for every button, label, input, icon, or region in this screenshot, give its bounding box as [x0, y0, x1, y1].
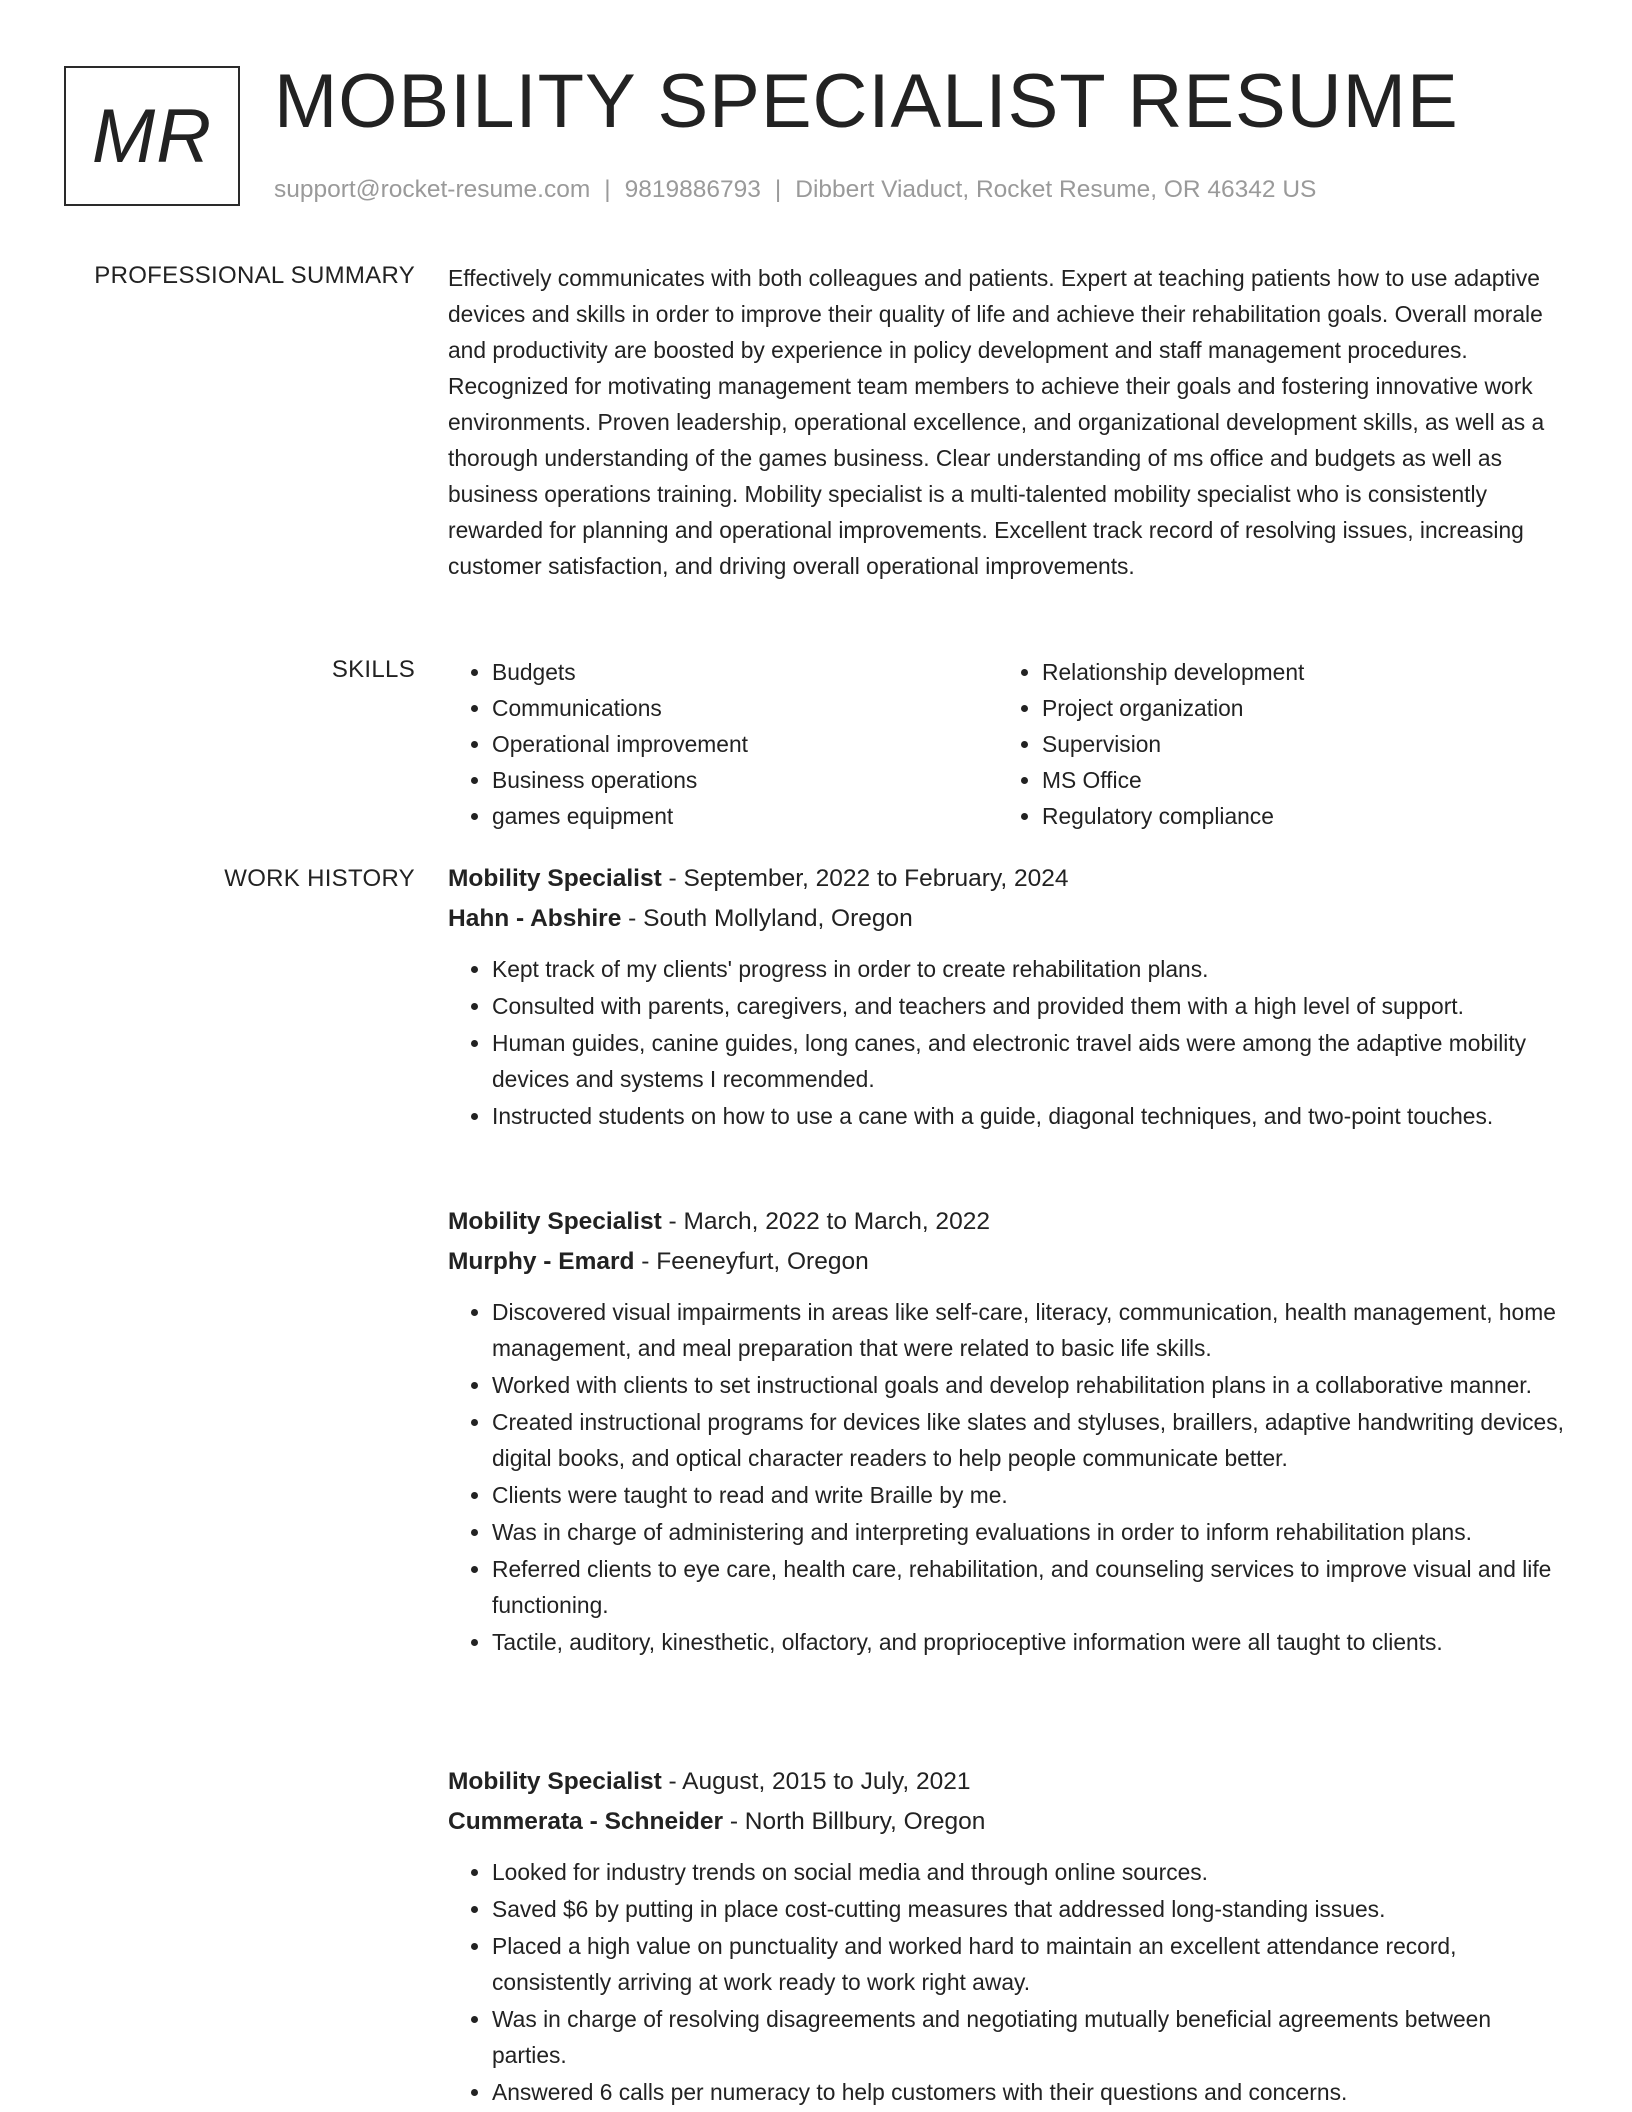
contact-phone[interactable]: 9819886793 [624, 176, 761, 203]
skill-item: • Operational improvement [492, 726, 998, 762]
skill-item: • Project organization [1042, 690, 1548, 726]
contact-email[interactable]: support@rocket-resume.com [274, 176, 591, 203]
job-bullet: • Created instructional programs for devices like slates and styluses, braillers, adaptive handwriting devices, digital books, and optical character readers to help people communicate better. [492, 1404, 1572, 1476]
job-company: Hahn - Abshire [448, 905, 622, 932]
skills-column-right [998, 654, 1548, 834]
skill-item: • Business operations [492, 762, 998, 798]
job-title: Mobility Specialist [448, 865, 662, 892]
job-title-line [448, 1202, 1572, 1242]
job-location: - North Billbury, Oregon [723, 1808, 986, 1835]
job-entry [448, 859, 1572, 1135]
job-company: Murphy - Emard [448, 1248, 635, 1275]
monogram-initials: MR [91, 93, 213, 179]
job-bullet: • Answered 6 calls per numeracy to help customers with their questions and concerns. [492, 2074, 1572, 2110]
job-bullets [448, 1854, 1572, 2110]
job-company-line [448, 899, 1572, 939]
job-bullet: • Human guides, canine guides, long canes, and electronic travel aids were among the adaptive mobility devices and systems I recommended. [492, 1025, 1572, 1097]
work-history-section-label: WORK HISTORY [224, 865, 415, 892]
job-bullet: • Worked with clients to set instructional goals and develop rehabilitation plans in a collaborative manner. [492, 1367, 1572, 1403]
job-bullet: • Tactile, auditory, kinesthetic, olfactory, and proprioceptive information were all taught to clients. [492, 1624, 1572, 1660]
job-bullets [448, 951, 1572, 1134]
skill-item: • Regulatory compliance [1042, 798, 1548, 834]
skills-section-label: SKILLS [331, 656, 415, 683]
contact-separator: | [774, 176, 782, 203]
job-entry [448, 1762, 1572, 2111]
job-title: Mobility Specialist [448, 1768, 662, 1795]
contact-line [274, 174, 1316, 206]
job-bullet: • Placed a high value on punctuality and worked hard to maintain an excellent attendance record, consistently arriving at work ready to work right away. [492, 1928, 1572, 2000]
job-bullet: • Referred clients to eye care, health care, rehabilitation, and counseling services to improve visual and life functioning. [492, 1551, 1572, 1623]
job-bullet: • Was in charge of administering and interpreting evaluations in order to inform rehabilitation plans. [492, 1514, 1572, 1550]
job-bullet: • Looked for industry trends on social media and through online sources. [492, 1854, 1572, 1890]
skill-item: • Relationship development [1042, 654, 1548, 690]
summary-section-label: PROFESSIONAL SUMMARY [94, 262, 415, 289]
job-bullet: • Saved $6 by putting in place cost-cutting measures that addressed long-standing issues. [492, 1891, 1572, 1927]
skill-item: • Budgets [492, 654, 998, 690]
job-title-line [448, 859, 1572, 899]
job-company-line [448, 1242, 1572, 1282]
skill-item: • Supervision [1042, 726, 1548, 762]
job-bullet: • Kept track of my clients' progress in order to create rehabilitation plans. [492, 951, 1572, 987]
job-bullet: • Discovered visual impairments in areas like self-care, literacy, communication, health management, home management, and meal preparation that were related to basic life skills. [492, 1294, 1572, 1366]
skill-item: • Communications [492, 690, 998, 726]
skills-list [448, 654, 1572, 834]
skill-item: • games equipment [492, 798, 998, 834]
contact-address: Dibbert Viaduct, Rocket Resume, OR 46342 US [795, 176, 1317, 203]
job-dates: - September, 2022 to February, 2024 [661, 865, 1069, 892]
skill-item: • MS Office [1042, 762, 1548, 798]
job-bullet: • Was in charge of resolving disagreements and negotiating mutually beneficial agreements between parties. [492, 2001, 1572, 2073]
monogram-box [64, 66, 240, 206]
job-bullet: • Consulted with parents, caregivers, and teachers and provided them with a high level of support. [492, 988, 1572, 1024]
resume-title: MOBILITY SPECIALIST RESUME [274, 59, 1459, 144]
job-location: - Feeneyfurt, Oregon [634, 1248, 869, 1275]
job-bullet: • Clients were taught to read and write Braille by me. [492, 1477, 1572, 1513]
skills-column-left [448, 654, 998, 834]
job-bullet: • Instructed students on how to use a cane with a guide, diagonal techniques, and two-point touches. [492, 1098, 1572, 1134]
job-bullets [448, 1294, 1572, 1660]
job-dates: - March, 2022 to March, 2022 [661, 1208, 990, 1235]
job-entry [448, 1202, 1572, 1661]
job-dates: - August, 2015 to July, 2021 [661, 1768, 971, 1795]
contact-separator: | [604, 176, 611, 203]
job-title: Mobility Specialist [448, 1208, 662, 1235]
job-title-line [448, 1762, 1572, 1802]
job-company: Cummerata - Schneider [448, 1808, 724, 1835]
job-location: - South Mollyland, Oregon [621, 905, 913, 932]
job-company-line [448, 1802, 1572, 1842]
summary-text: Effectively communicates with both colleagues and patients. Expert at teaching patients how to use adaptive devices and skills in order to improve their quality of life and achieve their rehabilitation goals. Overall morale and productivity are boosted by experience in policy development and staff management procedures. Recognized for motivating management team members to achieve their goals and fostering innovative work environments. Proven leadership, operational excellence, and organizational development skills, as well as a thorough understanding of the games business. Clear understanding of ms office and budgets as well as business operations training. Mobility specialist is a multi-talented mobility specialist who is consistently rewarded for planning and operational improvements. Excellent track record of resolving issues, increasing customer satisfaction, and driving overall operational improvements. [448, 265, 1545, 579]
